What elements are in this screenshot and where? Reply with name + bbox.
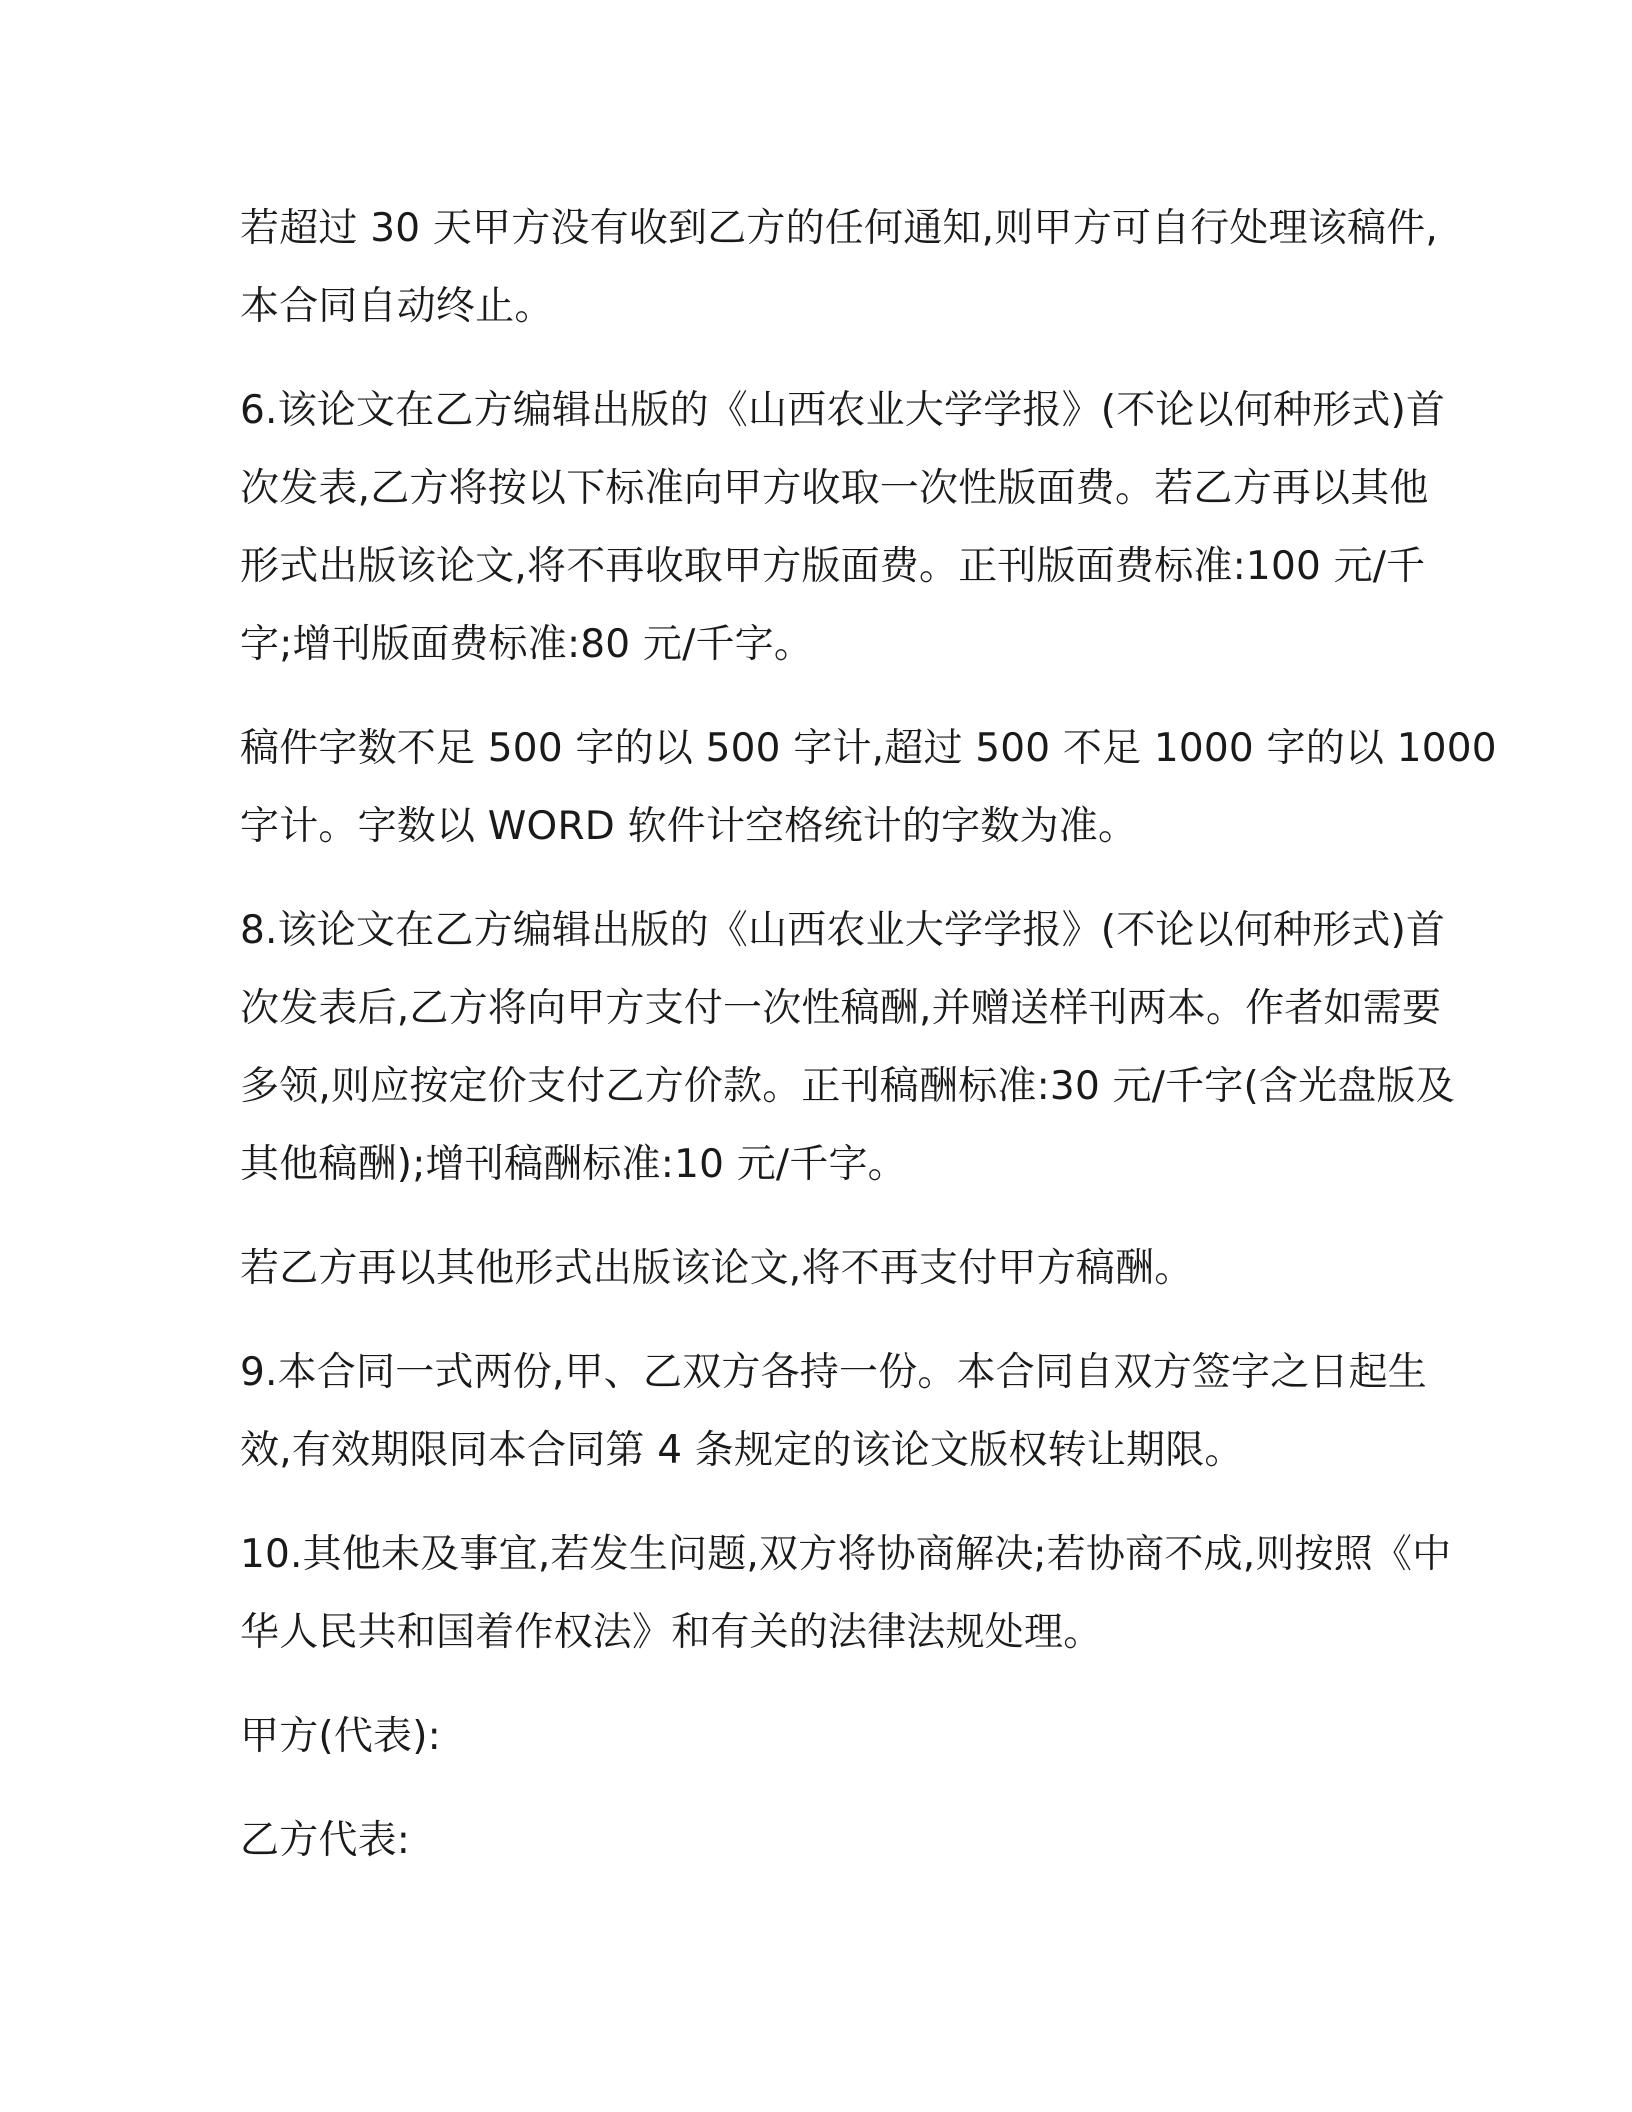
text-line: 10.其他未及事宜,若发生问题,双方将协商解决;若协商不成,则按照《中 [240, 1532, 1452, 1577]
text-line: 华人民共和国着作权法》和有关的法律法规处理。 [240, 1610, 1103, 1655]
text-line: 字计。字数以 WORD 软件计空格统计的字数为准。 [240, 804, 1138, 849]
text-line: 6.该论文在乙方编辑出版的《山西农业大学学报》(不论以何种形式)首 [240, 388, 1446, 433]
text-line: 乙方代表: [240, 1818, 411, 1863]
paragraph-other-forms [240, 1230, 1400, 1308]
text-line: 其他稿酬);增刊稿酬标准:10 元/千字。 [240, 1142, 907, 1187]
paragraph-word-count [240, 710, 1497, 866]
text-line: 字;增刊版面费标准:80 元/千字。 [240, 622, 814, 667]
text-line: 形式出版该论文,将不再收取甲方版面费。正刊版面费标准:100 元/千 [240, 544, 1426, 589]
text-line: 若乙方再以其他形式出版该论文,将不再支付甲方稿酬。 [240, 1246, 1194, 1291]
text-line: 9.本合同一式两份,甲、乙双方各持一份。本合同自双方签字之日起生 [240, 1350, 1428, 1395]
paragraph-termination [240, 190, 1439, 346]
paragraph-clause-9 [240, 1334, 1428, 1490]
text-line: 次发表,乙方将按以下标准向甲方收取一次性版面费。若乙方再以其他 [240, 466, 1429, 511]
party-b-signature-label [240, 1802, 1400, 1880]
text-line: 稿件字数不足 500 字的以 500 字计,超过 500 不足 1000 字的以 1000 [240, 726, 1497, 771]
text-line: 多领,则应按定价支付乙方价款。正刊稿酬标准:30 元/千字(含光盘版及 [240, 1064, 1455, 1109]
paragraph-clause-10 [240, 1516, 1452, 1672]
text-line: 甲方(代表): [240, 1714, 441, 1759]
party-a-signature-label [240, 1698, 1400, 1776]
text-line: 若超过 30 天甲方没有收到乙方的任何通知,则甲方可自行处理该稿件, [240, 206, 1439, 251]
text-line: 次发表后,乙方将向甲方支付一次性稿酬,并赠送样刊两本。作者如需要 [240, 986, 1442, 1031]
paragraph-clause-6 [240, 372, 1446, 684]
document-body [240, 190, 1497, 1906]
text-line: 本合同自动终止。 [240, 284, 554, 329]
paragraph-clause-8 [240, 892, 1455, 1204]
text-line: 8.该论文在乙方编辑出版的《山西农业大学学报》(不论以何种形式)首 [240, 908, 1446, 953]
text-line: 效,有效期限同本合同第 4 条规定的该论文版权转让期限。 [240, 1428, 1244, 1473]
